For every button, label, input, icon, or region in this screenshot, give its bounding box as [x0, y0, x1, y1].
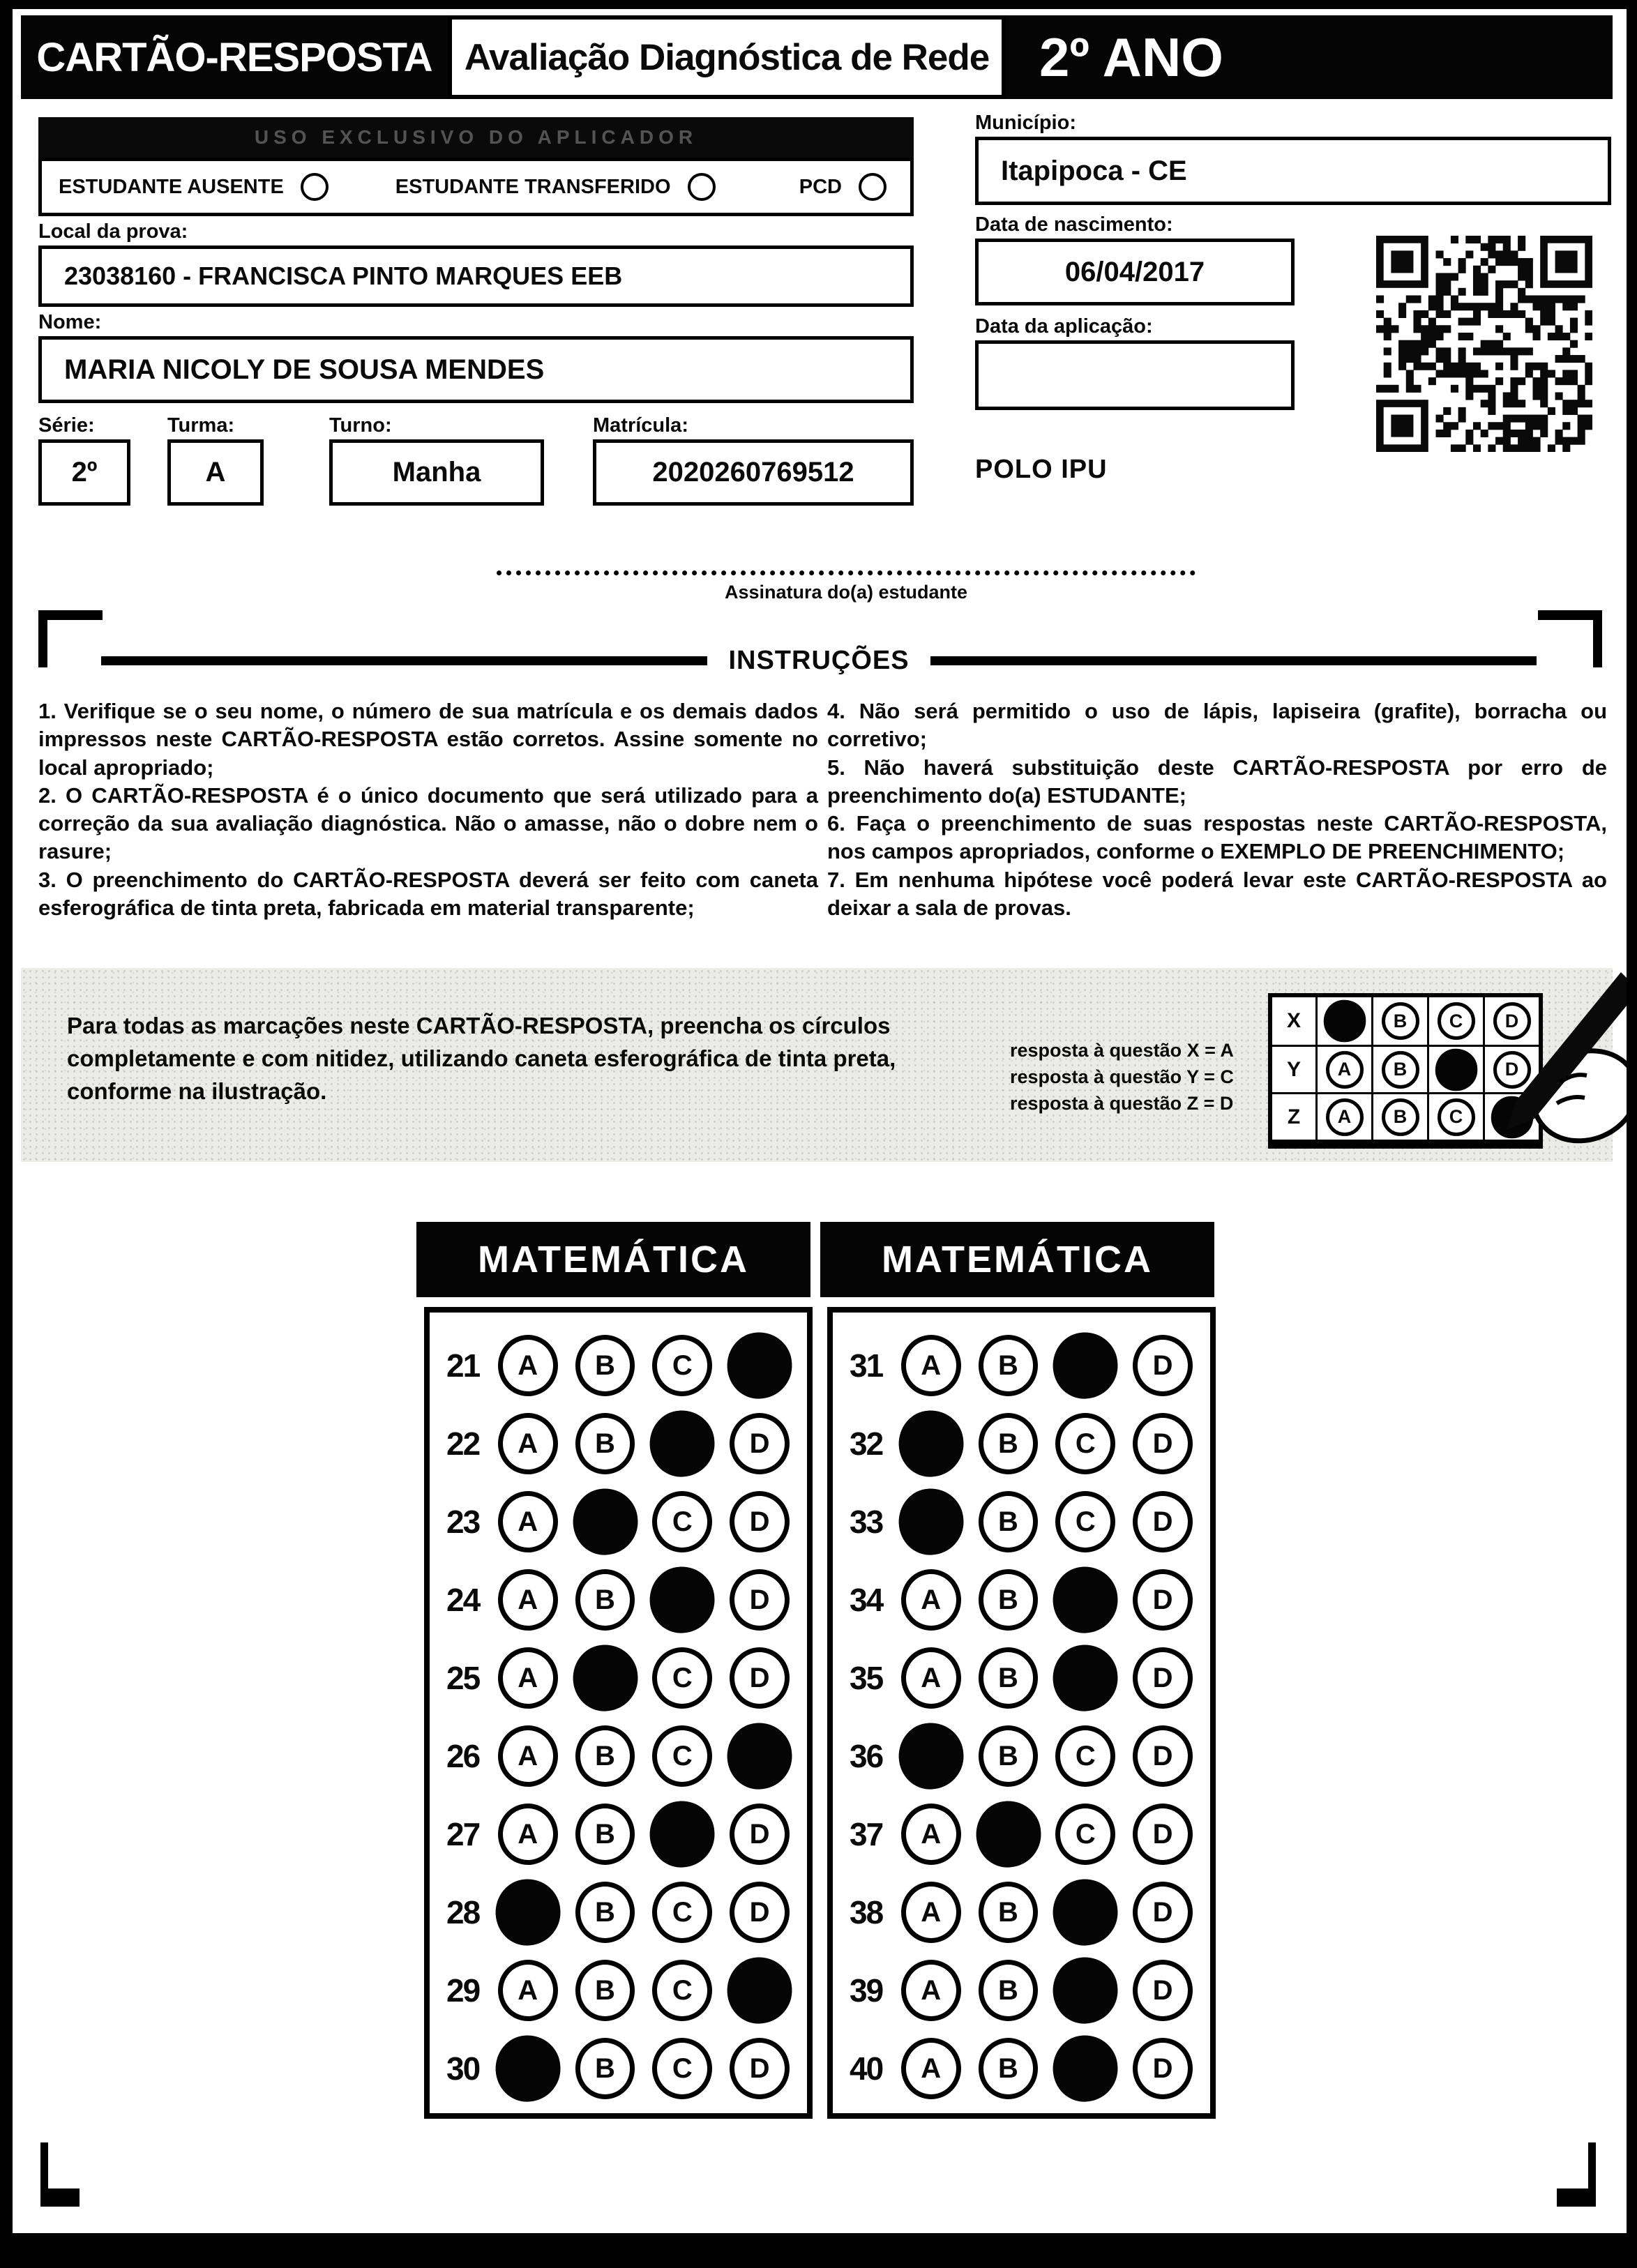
- bubble-34-D[interactable]: D: [1133, 1569, 1193, 1631]
- bubble-29-D[interactable]: [725, 1956, 794, 2025]
- local-prova-label: Local da prova:: [38, 220, 188, 243]
- bubble-24-C[interactable]: [649, 1565, 717, 1635]
- question-row: [430, 1639, 807, 1717]
- bubble-22-A[interactable]: A: [498, 1413, 558, 1474]
- corner-mark-bottom-left: [40, 2142, 80, 2207]
- page-title: CARTÃO-RESPOSTA: [36, 34, 432, 80]
- bubble-36-C[interactable]: C: [1055, 1725, 1115, 1787]
- bubble-21-C[interactable]: C: [652, 1335, 712, 1396]
- signature-line[interactable]: [497, 570, 1195, 575]
- question-number: 22: [446, 1426, 480, 1462]
- question-number: 40: [850, 2050, 883, 2087]
- bubble-21-B[interactable]: B: [575, 1335, 635, 1396]
- assessment-title: Avaliação Diagnóstica de Rede: [448, 15, 1006, 99]
- bubble-23-A[interactable]: A: [498, 1491, 558, 1552]
- answer-grid-2: [827, 1307, 1216, 2119]
- corner-mark-top-left: [38, 610, 103, 667]
- bubble-30-B[interactable]: B: [575, 2038, 635, 2099]
- bubble-37-C[interactable]: C: [1055, 1804, 1115, 1865]
- question-row: [430, 1405, 807, 1483]
- bubble-32-C[interactable]: C: [1055, 1413, 1115, 1474]
- bubble-35-A[interactable]: A: [901, 1647, 961, 1709]
- bubble-37-B[interactable]: [974, 1799, 1043, 1869]
- question-row: [833, 2029, 1210, 2108]
- bubble-33-C[interactable]: C: [1055, 1491, 1115, 1552]
- bubble-26-D[interactable]: [725, 1721, 794, 1791]
- question-number: 32: [850, 1426, 883, 1462]
- header-band: [21, 15, 1613, 99]
- bubble-24-B[interactable]: B: [575, 1569, 635, 1631]
- question-number: 37: [850, 1816, 883, 1852]
- question-number: 33: [850, 1504, 883, 1540]
- instructions-title: INSTRUÇÕES: [728, 646, 910, 675]
- bubble-31-A[interactable]: A: [901, 1335, 961, 1396]
- question-row: [430, 1717, 807, 1795]
- bubble-24-A[interactable]: A: [498, 1569, 558, 1631]
- question-row: [430, 1795, 807, 1873]
- municipio-label: Município:: [975, 112, 1076, 134]
- fill-example-text: Para todas as marcações neste CARTÃO-RESPOSTA, preencha os círculos completamente e com nitidez, utilizando caneta esferográfica de tinta preta, conforme na ilustração.: [67, 1013, 896, 1104]
- bubble-25-A[interactable]: A: [498, 1647, 558, 1709]
- bubble-29-B[interactable]: B: [575, 1960, 635, 2021]
- serie-field: 2º: [38, 439, 130, 506]
- question-row: [430, 1483, 807, 1561]
- bubble-27-B[interactable]: B: [575, 1804, 635, 1865]
- bubble-40-C[interactable]: [1052, 2034, 1120, 2103]
- fill-example-legend: [1010, 1038, 1234, 1117]
- example-row-label: Z: [1272, 1092, 1315, 1140]
- bubble-33-A[interactable]: [897, 1487, 965, 1557]
- bubble-31-C[interactable]: [1052, 1331, 1120, 1400]
- bubble-28-B[interactable]: B: [575, 1882, 635, 1943]
- bubble-28-C[interactable]: C: [652, 1882, 712, 1943]
- bubble-22-B[interactable]: B: [575, 1413, 635, 1474]
- question-row: [833, 1951, 1210, 2029]
- bubble-39-B[interactable]: B: [979, 1960, 1039, 2021]
- section-title-2: MATEMÁTICA: [820, 1222, 1214, 1297]
- question-row: [833, 1639, 1210, 1717]
- bubble-39-D[interactable]: D: [1133, 1960, 1193, 2021]
- bubble-36-B[interactable]: B: [979, 1725, 1039, 1787]
- bubble-31-D[interactable]: D: [1133, 1335, 1193, 1396]
- question-number: 27: [446, 1816, 480, 1852]
- example-bubble-Y-B[interactable]: B: [1382, 1051, 1419, 1089]
- example-legend-line: resposta à questão Z = D: [1010, 1092, 1234, 1114]
- question-number: 26: [446, 1738, 480, 1774]
- example-bubble-Z-B[interactable]: B: [1382, 1098, 1419, 1136]
- grade-label: 2º ANO: [1039, 26, 1223, 88]
- bubble-23-C[interactable]: C: [652, 1491, 712, 1552]
- question-row: [833, 1717, 1210, 1795]
- bubble-31-B[interactable]: B: [979, 1335, 1039, 1396]
- bubble-21-A[interactable]: A: [498, 1335, 558, 1396]
- turma-field: A: [167, 439, 264, 506]
- fill-example-panel: [21, 968, 1613, 1162]
- question-number: 35: [850, 1660, 883, 1696]
- signature-caption: Assinatura do(a) estudante: [724, 582, 968, 603]
- question-number: 30: [446, 2050, 480, 2087]
- municipio-field: Itapipoca - CE: [975, 137, 1611, 205]
- instructions-column-left: [38, 697, 818, 922]
- status-option-label: PCD: [799, 175, 842, 198]
- example-bubble-X-D[interactable]: D: [1493, 1002, 1531, 1040]
- turno-label: Turno:: [329, 414, 392, 437]
- bubble-22-D[interactable]: D: [730, 1413, 790, 1474]
- question-row: [833, 1561, 1210, 1639]
- bubble-34-C[interactable]: [1052, 1565, 1120, 1635]
- example-row-label: X: [1286, 1009, 1301, 1032]
- applicator-banner: USO EXCLUSIVO DO APLICADOR: [38, 117, 914, 158]
- question-number: 34: [850, 1582, 883, 1618]
- instructions-heading: [101, 646, 1537, 676]
- answer-grid-1: [424, 1307, 813, 2119]
- bubble-27-D[interactable]: D: [730, 1804, 790, 1865]
- bubble-33-D[interactable]: D: [1133, 1491, 1193, 1552]
- status-option: [59, 173, 329, 201]
- question-row: [833, 1873, 1210, 1951]
- bubble-23-B[interactable]: [571, 1487, 640, 1557]
- instruction-item: 2. O CARTÃO-RESPOSTA é o único documento que será utilizado para a correção da sua avaliação diagnóstica. Não o amasse, não o dobre nem o rasure;: [38, 783, 818, 864]
- status-circle[interactable]: [688, 173, 716, 201]
- example-bubble-X-C[interactable]: C: [1438, 1002, 1475, 1040]
- bubble-30-A[interactable]: [494, 2034, 562, 2103]
- instructions-column-right: [827, 697, 1607, 922]
- hand-with-pen-illustration: [1445, 971, 1637, 1158]
- nascimento-field: 06/04/2017: [975, 239, 1295, 305]
- heading-rule-right: [930, 656, 1537, 665]
- nome-label: Nome:: [38, 311, 102, 333]
- bubble-26-C[interactable]: C: [652, 1725, 712, 1787]
- bubble-29-A[interactable]: A: [498, 1960, 558, 2021]
- heading-rule-left: [101, 656, 707, 665]
- example-bubble-X-B[interactable]: B: [1382, 1002, 1419, 1040]
- question-row: [430, 1873, 807, 1951]
- bubble-40-B[interactable]: B: [979, 2038, 1039, 2099]
- bubble-38-A[interactable]: A: [901, 1882, 961, 1943]
- bubble-25-C[interactable]: C: [652, 1647, 712, 1709]
- turno-field: Manha: [329, 439, 544, 506]
- bubble-29-C[interactable]: C: [652, 1960, 712, 2021]
- bubble-24-D[interactable]: D: [730, 1569, 790, 1631]
- bubble-38-B[interactable]: B: [979, 1882, 1039, 1943]
- instruction-item: 4. Não será permitido o uso de lápis, lapiseira (grafite), borracha ou corretivo;: [827, 699, 1607, 752]
- bubble-30-D[interactable]: D: [730, 2038, 790, 2099]
- question-row: [430, 2029, 807, 2108]
- question-number: 21: [446, 1347, 480, 1384]
- matricula-field: 2020260769512: [593, 439, 914, 506]
- bubble-28-A[interactable]: [494, 1877, 562, 1947]
- question-row: [833, 1795, 1210, 1873]
- question-number: 25: [446, 1660, 480, 1696]
- aplicacao-label: Data da aplicação:: [975, 315, 1153, 338]
- example-bubble-X-A[interactable]: [1323, 1000, 1365, 1042]
- example-bubble-Z-C[interactable]: C: [1438, 1098, 1475, 1136]
- example-legend-line: resposta à questão X = A: [1010, 1040, 1234, 1061]
- bubble-33-B[interactable]: B: [979, 1491, 1039, 1552]
- corner-mark-top-right: [1538, 610, 1602, 667]
- qr-code: [1376, 236, 1592, 452]
- bubble-23-D[interactable]: D: [730, 1491, 790, 1552]
- question-number: 31: [850, 1347, 883, 1384]
- status-circle[interactable]: [301, 173, 329, 201]
- bubble-25-D[interactable]: D: [730, 1647, 790, 1709]
- section-title-1: MATEMÁTICA: [416, 1222, 810, 1297]
- nascimento-label: Data de nascimento:: [975, 213, 1173, 236]
- bubble-36-D[interactable]: D: [1133, 1725, 1193, 1787]
- status-option-label: ESTUDANTE AUSENTE: [59, 175, 284, 198]
- bubble-27-C[interactable]: [649, 1799, 717, 1869]
- nome-field: MARIA NICOLY DE SOUSA MENDES: [38, 336, 914, 403]
- bubble-26-A[interactable]: A: [498, 1725, 558, 1787]
- bubble-27-A[interactable]: A: [498, 1804, 558, 1865]
- example-bubble-Z-A[interactable]: A: [1326, 1098, 1364, 1136]
- serie-label: Série:: [38, 414, 95, 437]
- instruction-item: 3. O preenchimento do CARTÃO-RESPOSTA deverá ser feito com caneta esferográfica de tinta preta, fabricada em material transparente;: [38, 867, 818, 921]
- aplicacao-field: [975, 340, 1295, 410]
- bubble-36-A[interactable]: [897, 1721, 965, 1791]
- bubble-34-B[interactable]: B: [979, 1569, 1039, 1631]
- example-legend-line: resposta à questão Y = C: [1010, 1066, 1234, 1087]
- bubble-28-D[interactable]: D: [730, 1882, 790, 1943]
- question-row: [430, 1951, 807, 2029]
- bubble-37-D[interactable]: D: [1133, 1804, 1193, 1865]
- example-row-label: Y: [1272, 1045, 1315, 1092]
- bubble-30-C[interactable]: C: [652, 2038, 712, 2099]
- question-row: [430, 1561, 807, 1639]
- bubble-40-D[interactable]: D: [1133, 2038, 1193, 2099]
- question-row: [833, 1326, 1210, 1405]
- bubble-21-D[interactable]: [725, 1331, 794, 1400]
- question-row: [833, 1483, 1210, 1561]
- bubble-37-A[interactable]: A: [901, 1804, 961, 1865]
- bubble-32-B[interactable]: B: [979, 1413, 1039, 1474]
- question-number: 28: [446, 1894, 480, 1930]
- bubble-34-A[interactable]: A: [901, 1569, 961, 1631]
- bubble-32-D[interactable]: D: [1133, 1413, 1193, 1474]
- bubble-38-D[interactable]: D: [1133, 1882, 1193, 1943]
- example-bubble-Y-D[interactable]: D: [1493, 1051, 1531, 1089]
- status-option: [395, 173, 716, 201]
- instruction-item: 7. Em nenhuma hipótese você poderá levar este CARTÃO-RESPOSTA ao deixar a sala de provas.: [827, 867, 1607, 921]
- bubble-26-B[interactable]: B: [575, 1725, 635, 1787]
- turma-label: Turma:: [167, 414, 235, 437]
- question-number: 39: [850, 1972, 883, 2009]
- matricula-label: Matrícula:: [593, 414, 688, 437]
- bubble-35-C[interactable]: [1052, 1643, 1120, 1713]
- question-number: 29: [446, 1972, 480, 2009]
- question-number: 23: [446, 1504, 480, 1540]
- question-row: [430, 1326, 807, 1405]
- bubble-39-C[interactable]: [1052, 1956, 1120, 2025]
- status-option: [799, 173, 887, 201]
- example-bubble-Y-A[interactable]: A: [1326, 1051, 1364, 1089]
- question-number: 38: [850, 1894, 883, 1930]
- instruction-item: 1. Verifique se o seu nome, o número de sua matrícula e os demais dados impressos neste CARTÃO-RESPOSTA estão corretos. Assine somente no local apropriado;: [38, 699, 818, 780]
- local-prova-field: 23038160 - FRANCISCA PINTO MARQUES EEB: [38, 245, 914, 307]
- polo-label: POLO IPU: [975, 455, 1108, 484]
- corner-mark-bottom-right: [1557, 2142, 1596, 2207]
- bubble-35-B[interactable]: B: [979, 1647, 1039, 1709]
- bubble-22-C[interactable]: [649, 1409, 717, 1479]
- status-option-label: ESTUDANTE TRANSFERIDO: [395, 175, 671, 198]
- instruction-item: 5. Não haverá substituição deste CARTÃO-RESPOSTA por erro de preenchimento do(a) ESTUDANTE;: [827, 755, 1607, 808]
- bubble-38-C[interactable]: [1052, 1877, 1120, 1947]
- status-circle[interactable]: [859, 173, 887, 201]
- question-row: [833, 1405, 1210, 1483]
- bubble-35-D[interactable]: D: [1133, 1647, 1193, 1709]
- bubble-32-A[interactable]: [897, 1409, 965, 1479]
- bubble-25-B[interactable]: [571, 1643, 640, 1713]
- question-number: 36: [850, 1738, 883, 1774]
- question-number: 24: [446, 1582, 480, 1618]
- bubble-40-A[interactable]: A: [901, 2038, 961, 2099]
- bubble-39-A[interactable]: A: [901, 1960, 961, 2021]
- instruction-item: 6. Faça o preenchimento de suas respostas neste CARTÃO-RESPOSTA, nos campos apropriados, conforme o EXEMPLO DE PREENCHIMENTO;: [827, 811, 1607, 864]
- status-row: [38, 158, 914, 216]
